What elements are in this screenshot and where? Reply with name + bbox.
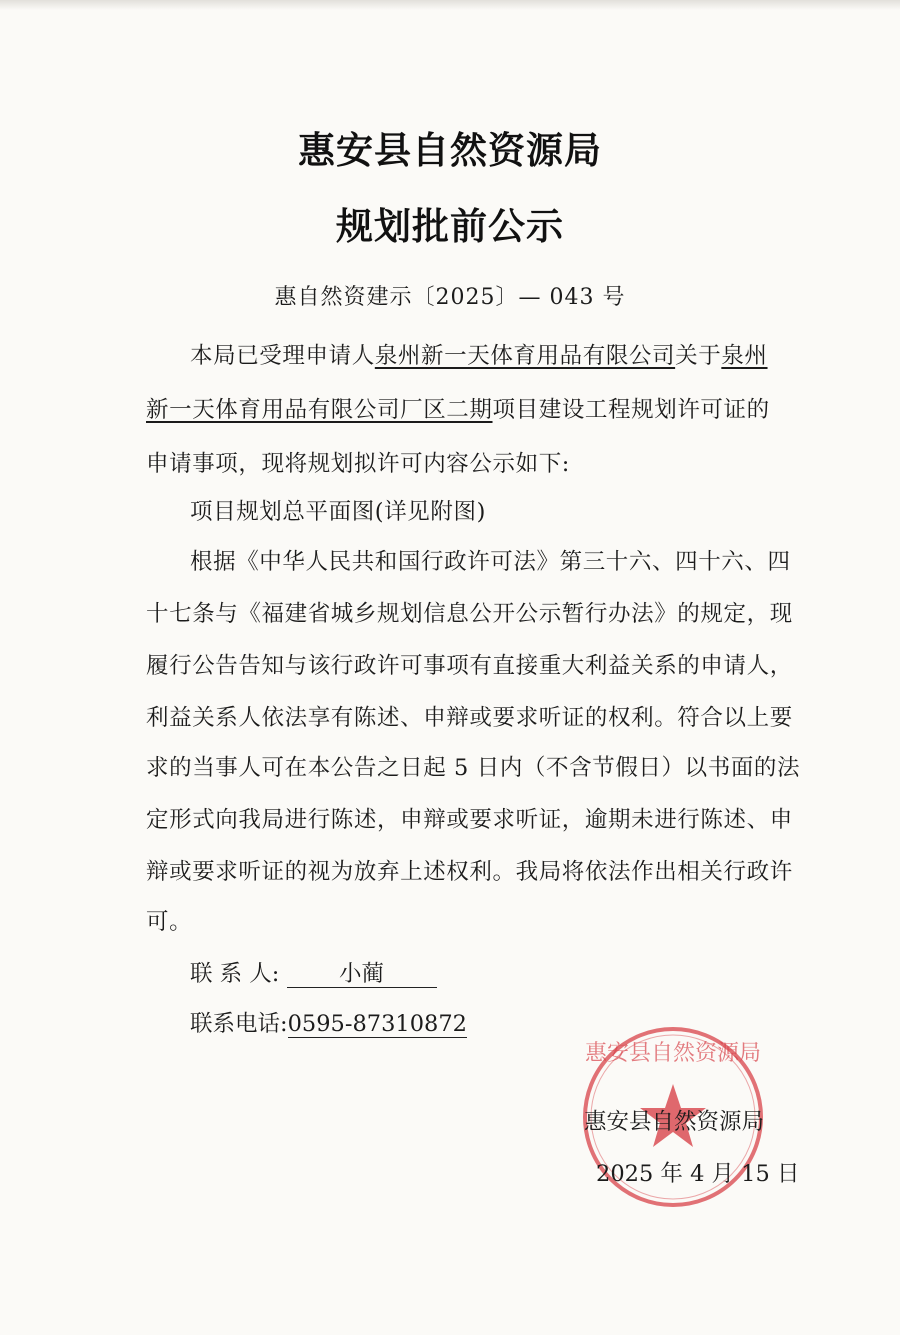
contact-person-label: 联 系 人:: [190, 961, 280, 987]
contact-person-row: [190, 956, 437, 988]
legal-paragraph-line: 十七条与《福建省城乡规划信息公开公示暂行办法》的规定，现: [146, 601, 793, 627]
legal-paragraph-line: 辩或要求听证的视为放弃上述权利。我局将依法作出相关行政许: [146, 859, 793, 885]
notice-title: 规划批前公示: [336, 205, 564, 248]
project-name-part1: 泉州: [721, 343, 768, 369]
legal-paragraph-line: 定形式向我局进行陈述，申辩或要求听证，逾期未进行陈述、申: [146, 807, 793, 833]
contact-phone-value: 0595-87310872: [287, 1011, 467, 1037]
seal-text: 惠安县自然资源局: [584, 1041, 762, 1066]
intro-suffix: 项目建设工程规划许可证的: [492, 397, 770, 423]
contact-phone-label: 联系电话:: [190, 1011, 288, 1037]
legal-paragraph-line: 求的当事人可在本公告之日起 5 日内（不含节假日）以书面的法: [146, 755, 801, 781]
contact-person-value: 小蔺: [287, 961, 437, 988]
contact-phone-row: [190, 1006, 467, 1038]
legal-paragraph-line: 履行公告告知与该行政许可事项有直接重大利益关系的申请人，: [146, 653, 793, 679]
intro-prefix: 本局已受理申请人: [190, 343, 375, 369]
legal-paragraph-line: 利益关系人依法享有陈述、申辩或要求听证的权利。符合以上要: [146, 705, 793, 731]
signing-agency: 惠安县自然资源局: [584, 1109, 765, 1135]
legal-paragraph-line: 可。: [146, 909, 193, 935]
agency-title: 惠安县自然资源局: [298, 129, 602, 172]
paragraph-1-line-1: [190, 338, 768, 370]
document-number: 惠自然资建示〔2025〕— 043 号: [274, 285, 626, 310]
site-plan-note: 项目规划总平面图(详见附图): [190, 499, 486, 525]
legal-paragraph-line: 根据《中华人民共和国行政许可法》第三十六、四十六、四: [190, 549, 791, 575]
signing-date: 2025 年 4 月 15 日: [596, 1161, 800, 1187]
intro-mid: 关于: [675, 343, 722, 369]
project-name-part2: 新一天体育用品有限公司厂区二期: [146, 397, 493, 423]
applicant-name: 泉州新一天体育用品有限公司: [374, 343, 676, 369]
paragraph-1-line-2: [146, 392, 770, 424]
paragraph-1-line-3: 申请事项，现将规划拟许可内容公示如下:: [146, 451, 570, 477]
scan-edge-shadow: [0, 0, 900, 10]
